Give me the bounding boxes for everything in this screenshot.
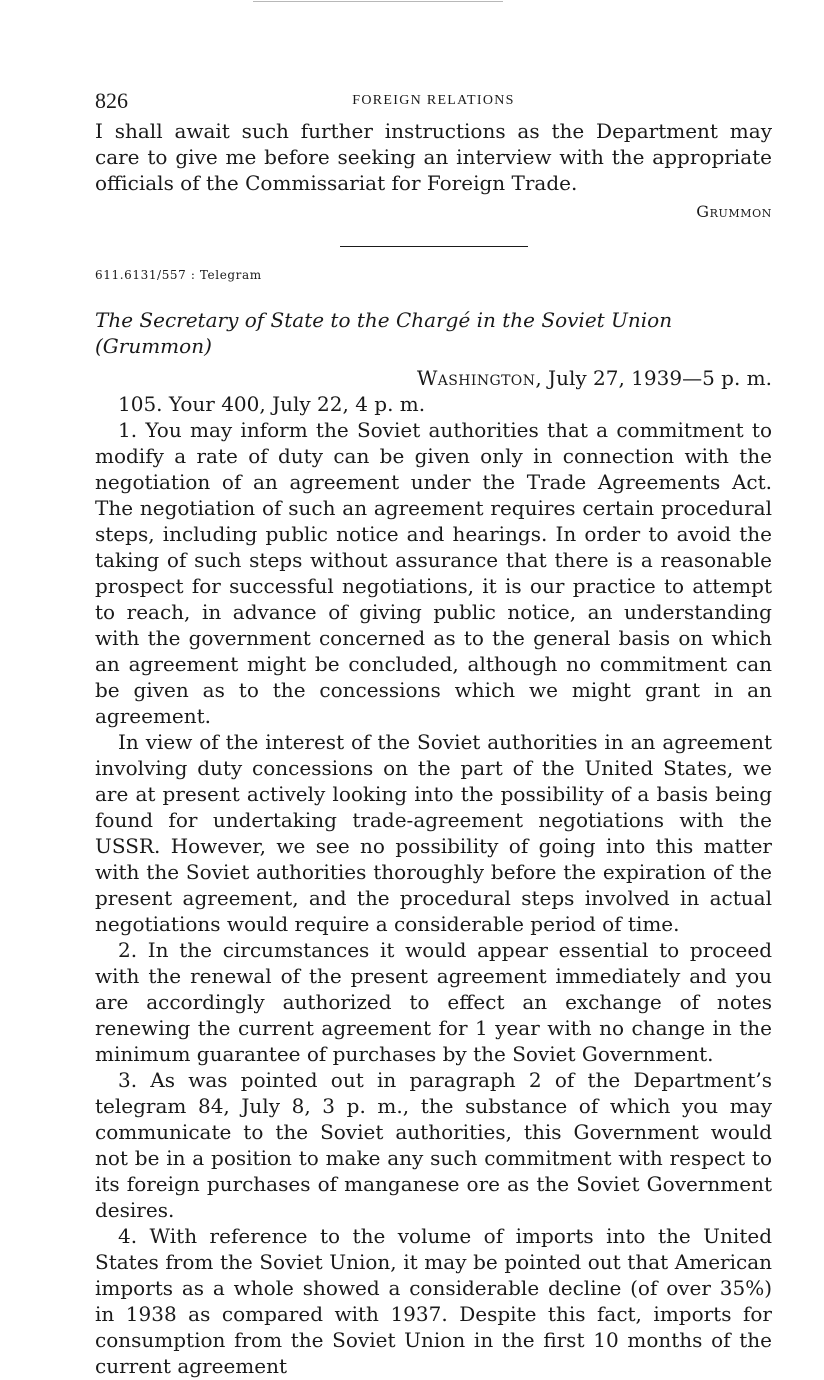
previous-closing-paragraph: I shall await such further instructions as the Department may care to give me before seeking an interview with the appropriate officials of the Commissariat for Foreign Trade. <box>95 119 772 195</box>
paragraph-1-continued: In view of the interest of the Soviet authorities in an agreement involving duty concessions on the part of the United States, we are at present actively looking into the possibility of a basis being found for undertaking trade-agreement negotiations with the USSR. However, we see no possibility of going into this matter with the Soviet authorities thoroughly before the expiration of the present agreement, and the procedural steps involved in actual negotiations would require a considerable period of time. <box>95 730 772 936</box>
document-title: The Secretary of State to the Chargé in the Soviet Union (Grummon) <box>95 308 673 358</box>
dateline <box>95 365 772 391</box>
paragraph-2: 2. In the circumstances it would appear essential to proceed with the renewal of the present agreement immediately and you are accordingly authorized to effect an exchange of notes renewing the current agreement for 1 year with no change in the minimum guarantee of purchases by the Soviet Government. <box>95 938 772 1066</box>
dateline-date: , July 27, 1939—5 p. m. <box>535 366 772 390</box>
paragraph-1: 1. You may inform the Soviet authorities that a commitment to modify a rate of duty can be given only in connection with the negotiation of an agreement under the Trade Agreements Act. The negotiation of such an agreement requires certain procedural steps, including public notice and hearings. In order to avoid the taking of such steps without assurance that there is a reasonable prospect for successful negotiations, it is our practice to attempt to reach, in advance of giving public notice, an understanding with the government concerned as to the general basis on which an agreement might be concluded, although no commitment can be given as to the concessions which we might grant in an agreement. <box>95 418 772 728</box>
paragraph-3: 3. As was pointed out in paragraph 2 of the Department’s telegram 84, July 8, 3 p. m., the substance of which you may communicate to the Soviet authorities, this Government would not be in a position to make any such commitment with respect to its foreign purchases of manganese ore as the Soviet Government desires. <box>95 1068 772 1222</box>
signature: Grummon <box>696 202 772 221</box>
file-reference: 611.6131/557 : Telegram <box>95 268 262 282</box>
running-title: FOREIGN RELATIONS <box>352 93 515 108</box>
separator-rule <box>340 246 528 247</box>
page <box>95 86 772 1379</box>
paragraph-4: 4. With reference to the volume of imports into the United States from the Soviet Union, it may be pointed out that American imports as a whole showed a considerable decline (of over 35%) in 1938 as compared with 1937. Despite this fact, imports for consumption from the Soviet Union in the first 10 months of the current agreement <box>95 1224 772 1378</box>
page-number: 826 <box>95 88 128 113</box>
telegram-reference: 105. Your 400, July 22, 4 p. m. <box>118 392 426 416</box>
dateline-place: Washington <box>416 366 536 390</box>
running-head <box>95 86 772 118</box>
top-rule <box>253 1 503 2</box>
